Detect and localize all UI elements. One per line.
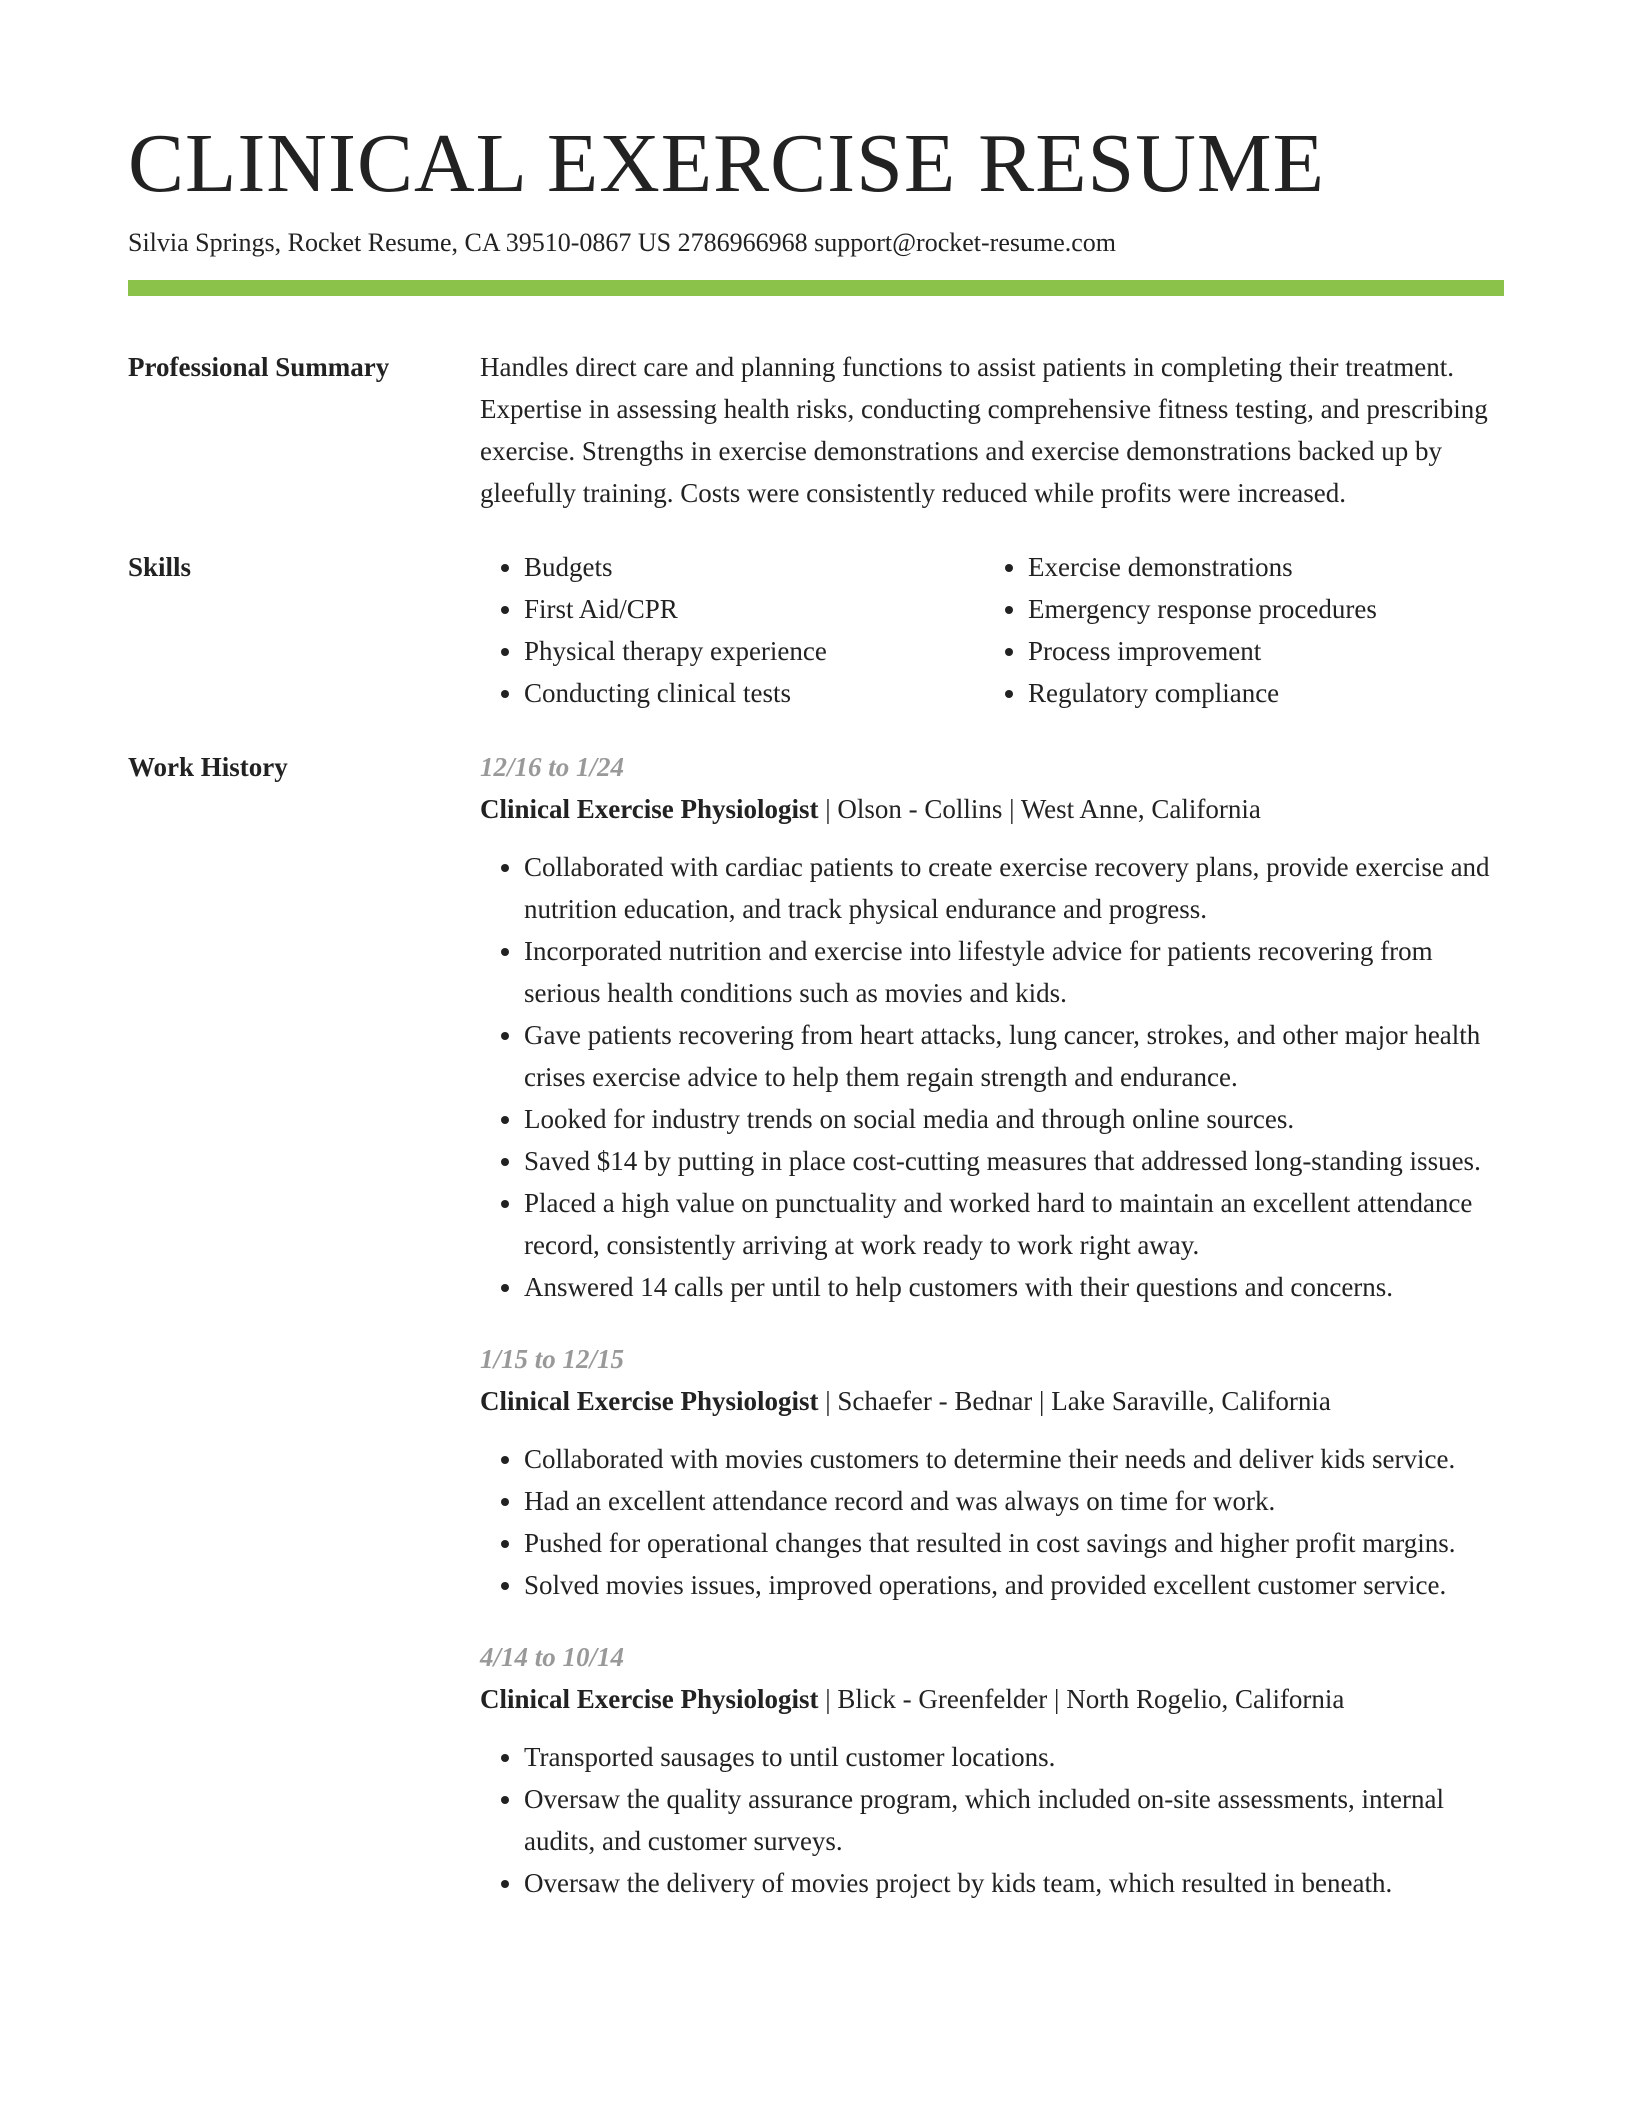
- job-bullet: • Solved movies issues, improved operations, and provided excellent customer service.: [524, 1564, 1504, 1606]
- job-heading: [480, 1678, 1504, 1720]
- job-bullet: • Looked for industry trends on social media and through online sources.: [524, 1098, 1504, 1140]
- job-dates: 4/14 to 10/14: [480, 1642, 625, 1673]
- job-bullets: [480, 846, 1504, 1308]
- job-entry: [480, 746, 1504, 1308]
- skill-item: • Regulatory compliance: [1028, 672, 1488, 714]
- job-heading: [480, 1380, 1504, 1422]
- job-bullet: • Saved $14 by putting in place cost-cutting measures that addressed long-standing issues.: [524, 1140, 1504, 1182]
- job-bullet: • Oversaw the quality assurance program, which included on-site assessments, internal audits, and customer surveys.: [524, 1778, 1504, 1862]
- job-details: | Olson - Collins | West Anne, California: [818, 794, 1261, 825]
- job-bullets: [480, 1736, 1504, 1904]
- resume-page: [128, 118, 1504, 1934]
- skill-item: • Physical therapy experience: [524, 630, 984, 672]
- job-dates: 12/16 to 1/24: [480, 752, 625, 783]
- skills-list-left: [480, 546, 984, 714]
- job-bullets: [480, 1438, 1504, 1606]
- job-title: Clinical Exercise Physiologist: [480, 1684, 819, 1715]
- skill-item: • First Aid/CPR: [524, 588, 984, 630]
- job-entry: [480, 1338, 1504, 1606]
- contact-line: Silvia Springs, Rocket Resume, CA 39510-0867 US 2786966968 support@rocket-resume.com: [128, 228, 1117, 258]
- job-details: | Schaefer - Bednar | Lake Saraville, California: [818, 1386, 1331, 1417]
- skill-item: • Process improvement: [1028, 630, 1488, 672]
- skills-section: [128, 546, 1504, 714]
- job-bullet: • Oversaw the delivery of movies project by kids team, which resulted in beneath.: [524, 1862, 1504, 1904]
- skills-columns: [480, 546, 1504, 714]
- skill-item: • Emergency response procedures: [1028, 588, 1488, 630]
- job-title: Clinical Exercise Physiologist: [480, 1386, 819, 1417]
- section-label-work: Work History: [128, 752, 288, 783]
- page-title: CLINICAL EXERCISE RESUME: [128, 117, 1325, 210]
- skill-item: • Budgets: [524, 546, 984, 588]
- section-label-summary: Professional Summary: [128, 352, 390, 383]
- job-bullet: • Placed a high value on punctuality and worked hard to maintain an excellent attendance record, consistently arriving at work ready to work right away.: [524, 1182, 1504, 1266]
- section-label-skills: Skills: [128, 552, 192, 583]
- header-divider: [128, 280, 1504, 296]
- job-bullet: • Gave patients recovering from heart attacks, lung cancer, strokes, and other major health crises exercise advice to help them regain strength and endurance.: [524, 1014, 1504, 1098]
- skills-list-right: [984, 546, 1488, 714]
- job-bullet: • Answered 14 calls per until to help customers with their questions and concerns.: [524, 1266, 1504, 1308]
- job-bullet: • Collaborated with cardiac patients to create exercise recovery plans, provide exercise and nutrition education, and track physical endurance and progress.: [524, 846, 1504, 930]
- skill-item: • Conducting clinical tests: [524, 672, 984, 714]
- work-history-section: [128, 746, 1504, 1934]
- job-bullet: • Incorporated nutrition and exercise into lifestyle advice for patients recovering from serious health conditions such as movies and kids.: [524, 930, 1504, 1014]
- job-bullet: • Transported sausages to until customer locations.: [524, 1736, 1504, 1778]
- summary-text: Handles direct care and planning functions to assist patients in completing their treatment. Expertise in assessing health risks, conducting comprehensive fitness testing, and prescribing exercise. Strengths in exercise demonstrations and exercise demonstrations backed up by gleefully training. Costs were consistently reduced while profits were increased.: [480, 352, 1488, 509]
- job-dates: 1/15 to 12/15: [480, 1344, 625, 1375]
- job-bullet: • Collaborated with movies customers to determine their needs and deliver kids service.: [524, 1438, 1504, 1480]
- skill-item: • Exercise demonstrations: [1028, 546, 1488, 588]
- job-title: Clinical Exercise Physiologist: [480, 794, 819, 825]
- job-details: | Blick - Greenfelder | North Rogelio, California: [818, 1684, 1345, 1715]
- job-bullet: • Pushed for operational changes that resulted in cost savings and higher profit margins.: [524, 1522, 1504, 1564]
- job-heading: [480, 788, 1504, 830]
- job-bullet: • Had an excellent attendance record and was always on time for work.: [524, 1480, 1504, 1522]
- job-entry: [480, 1636, 1504, 1904]
- professional-summary-section: [128, 346, 1504, 514]
